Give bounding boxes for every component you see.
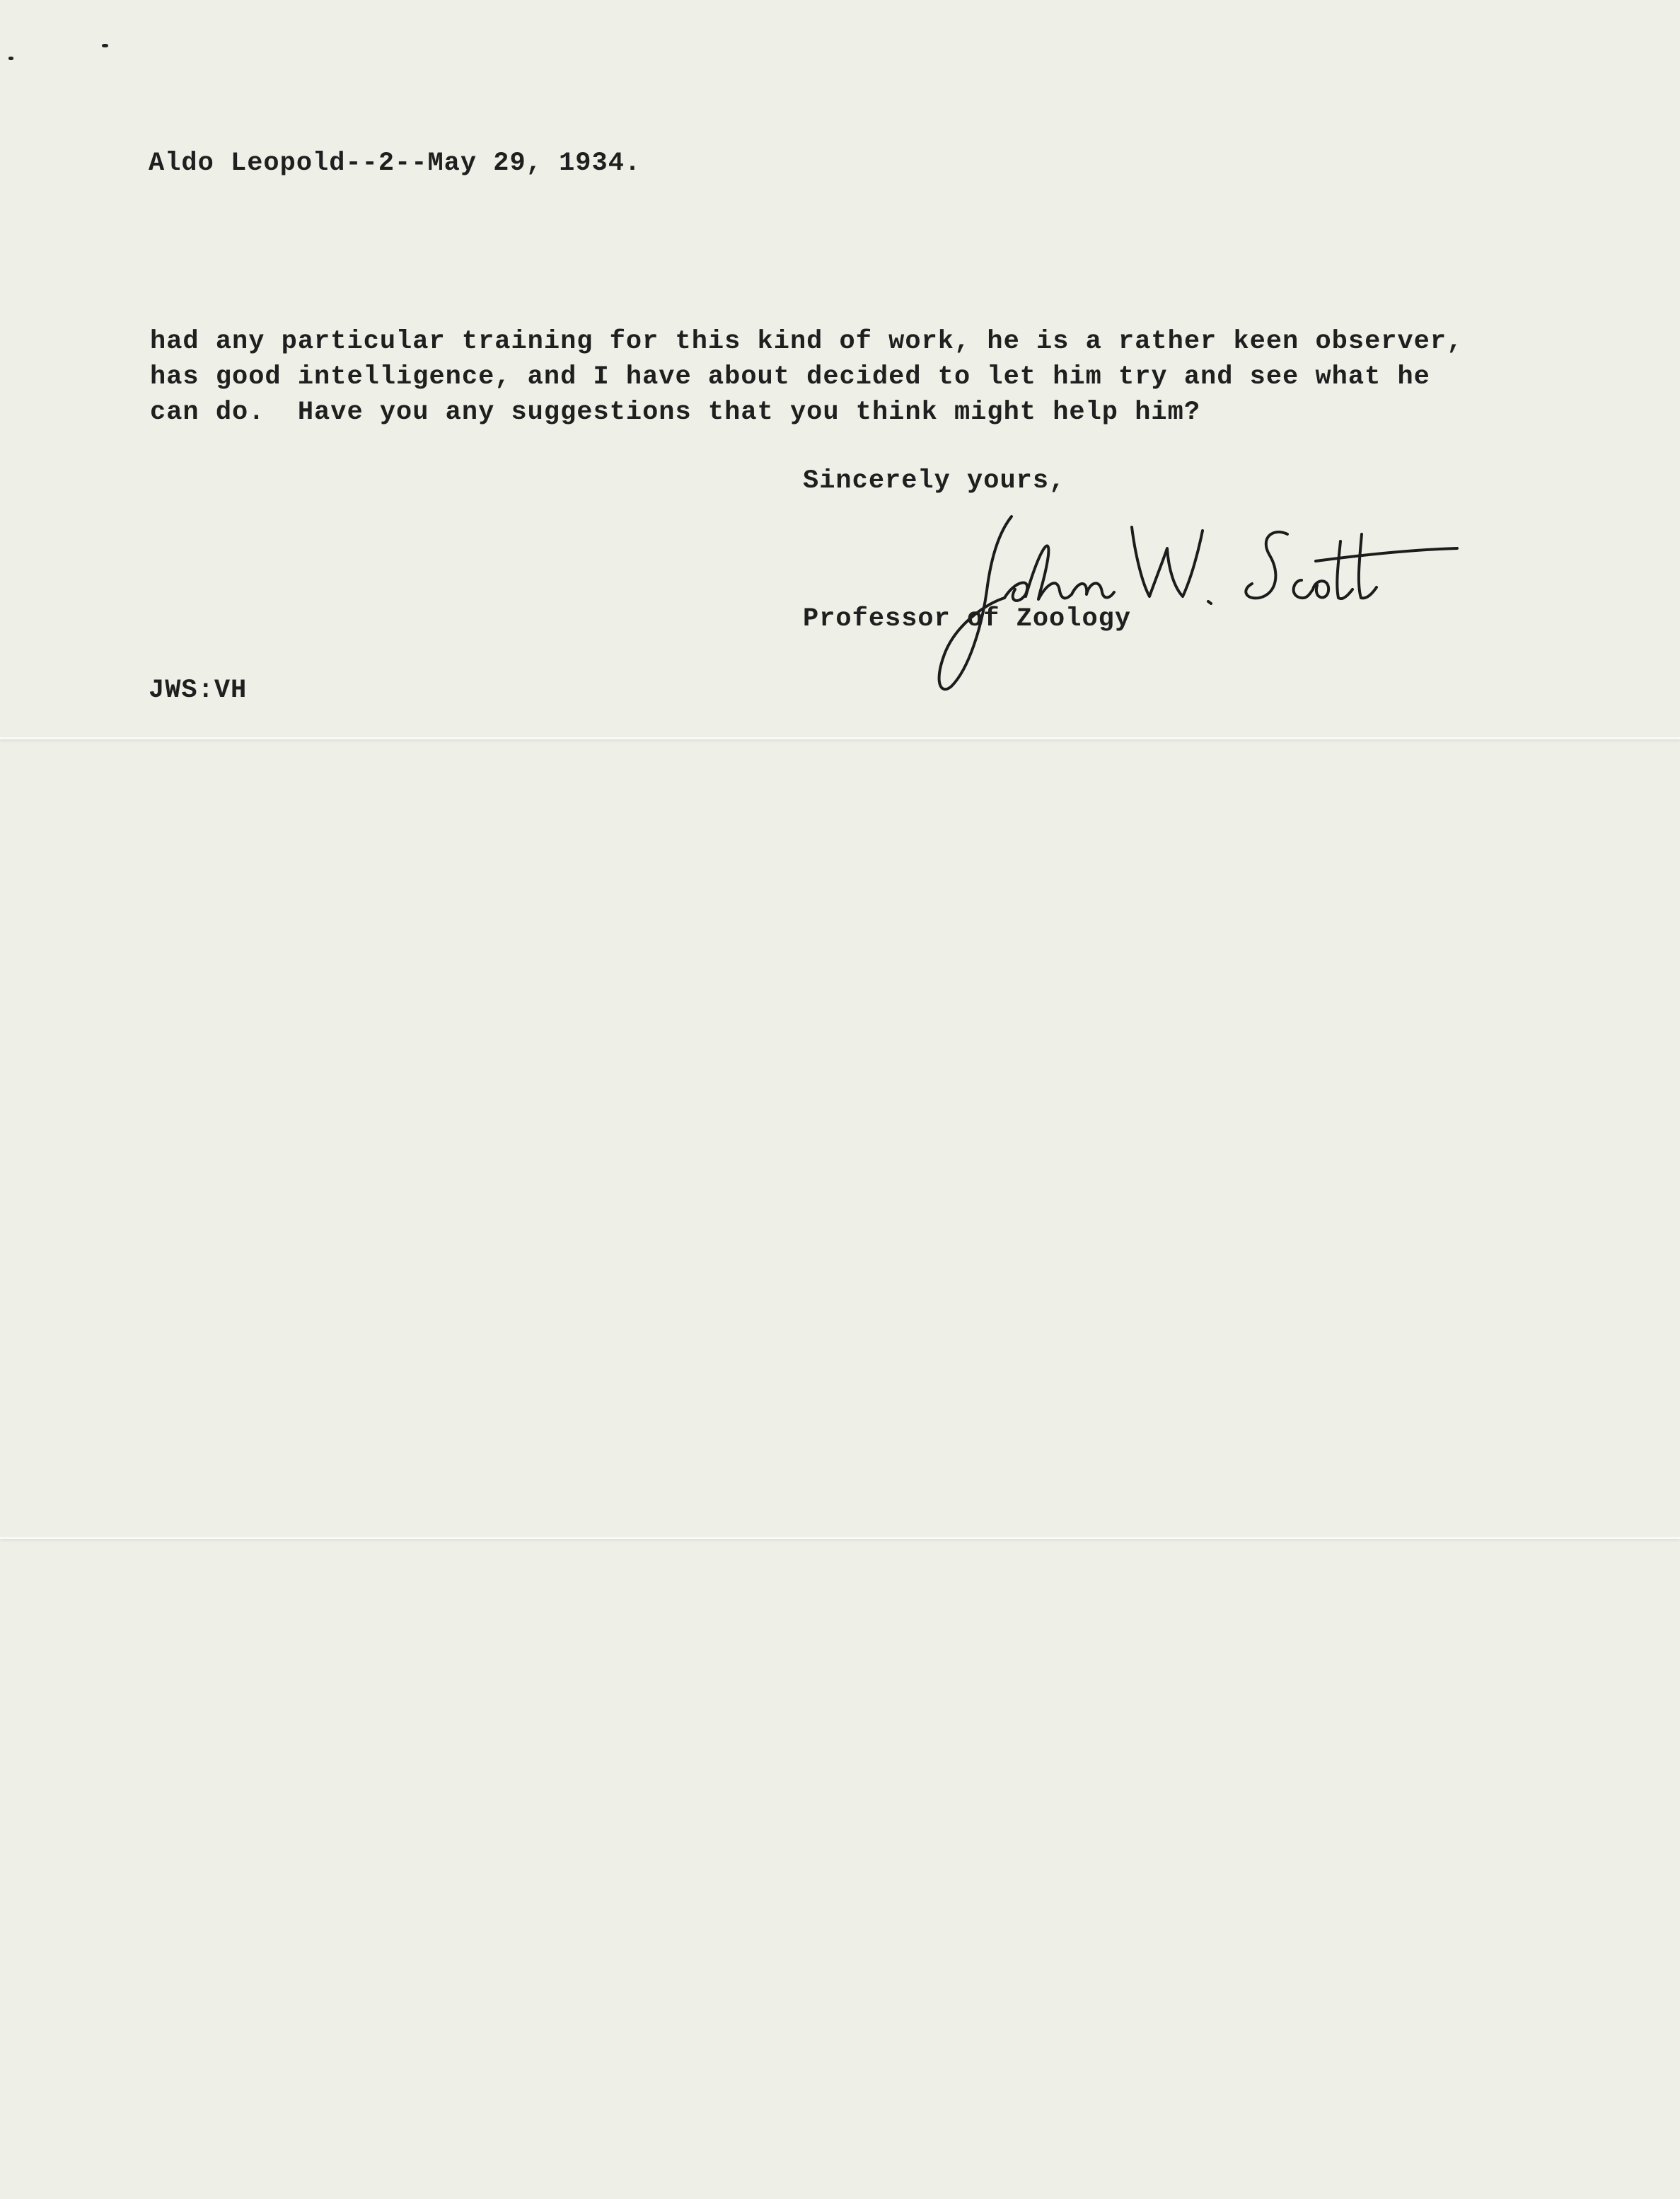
closing: Sincerely yours, xyxy=(803,466,1066,496)
handwritten-signature xyxy=(920,506,1485,697)
signer-title: Professor of Zoology xyxy=(803,604,1132,634)
paper-fold-line xyxy=(0,737,1680,739)
reference-initials: JWS:VH xyxy=(149,676,248,705)
letter-header: Aldo Leopold--2--May 29, 1934. xyxy=(149,149,642,178)
ink-speck xyxy=(8,57,13,60)
body-line: had any particular training for this kind of work, he is a rather keen observer, xyxy=(150,327,1464,357)
body-line: has good intelligence, and I have about decided to let him try and see what he xyxy=(150,362,1430,392)
body-line: can do. Have you any suggestions that you think might help him? xyxy=(150,398,1201,427)
paper-fold-line xyxy=(0,1537,1680,1539)
ink-speck xyxy=(102,44,108,47)
